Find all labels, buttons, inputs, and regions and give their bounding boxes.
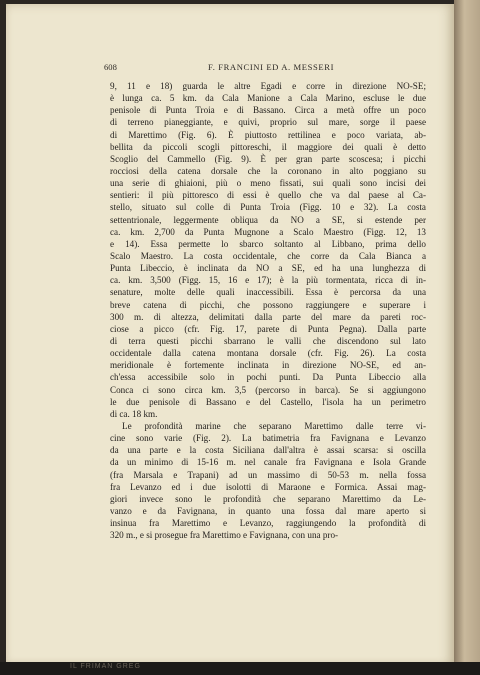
text-line: da una parte e la costa Siciliana dall'altra è assai scarsa: si oscilla (110, 445, 426, 456)
text-line: di terra questi picchi sbarrano le valli che discendono sul lato (110, 335, 426, 346)
page-header (104, 62, 420, 76)
text-line: meridionale è fortemente inclinata in direzione NO-SE, ed an- (110, 360, 426, 371)
text-line: Le profondità marine che separano Marettimo dalle terre vi- (122, 420, 426, 431)
text-line: 320 m., e si prosegue fra Marettimo e Favignana, con una pro- (110, 530, 339, 541)
text-line: ch'essa accessibile solo in pochi punti. Da Punta Libeccio alla (110, 372, 426, 383)
body-text (110, 80, 426, 541)
text-line: di ca. 18 km. (110, 408, 158, 419)
text-line: le due penisole di Bassano e del Castello, l'isola ha un perimetro (110, 396, 426, 407)
text-line: ciose a picco (cfr. Fig. 17, parete di Punta Pegna). Dalla parte (110, 323, 426, 334)
bottom-dark-strip (0, 662, 480, 675)
text-line: Conca ci sono circa km. 3,5 (percorso in barca). Se si aggiungono (110, 384, 426, 395)
text-line: 9, 11 e 18) guarda le altre Egadi e corre in direzione NO-SE; (110, 81, 426, 91)
running-title: F. FRANCINI ED A. MESSERI (208, 62, 335, 72)
text-line: una serie di ghiaioni, più o meno fissati, sui quali sono incisi dei (110, 178, 426, 189)
text-line: settentrionale, leggermente obliqua da NO a SE, si estende per (110, 214, 426, 225)
text-line: penisole di Punta Troia e di Bassano. Circa a metà offre un poco (110, 105, 426, 116)
text-line: (fra Marsala e Trapani) ad un massimo di 50-53 m. nella fossa (110, 469, 426, 480)
text-line: Scalo Maestro. La costa occidentale, che corre da Cala Bianca a (110, 250, 426, 261)
text-line: da un minimo di 15-16 m. nel canale fra Favignana e Isola Grande (110, 457, 426, 468)
text-line: ca. km. 3,500 (Figg. 15, 16 e 17); è la più tormentata, ricca di in- (110, 275, 426, 286)
text-line: ca. km. 2,700 da Punta Mugnone a Scalo Maestro (Figg. 12, 13 (110, 226, 426, 237)
text-line: stello, situato sul colle di Punta Troia (Figg. 10 e 32). La costa (110, 202, 426, 213)
text-line: Punta Libeccio, è inclinata da NO a SE, ed ha una lunghezza di (110, 263, 426, 274)
text-line: bellita da piccoli scogli pittoreschi, il maggiore dei quali è detto (110, 141, 426, 152)
page-number: 608 (104, 62, 117, 72)
text-line: cine sono varie (Fig. 2). La batimetria fra Favignana e Levanzo (110, 433, 426, 444)
text-line: 300 m. di altezza, delimitati dalla parte del mare da pareti roc- (110, 311, 426, 322)
text-line: Scoglio del Cammello (Fig. 9). È per gran parte scoscesa; i picchi (110, 153, 426, 164)
text-line: di Marettimo (Fig. 6). È piuttosto rettilinea e poco variata, ab- (110, 129, 426, 140)
text-line: vanzo e da Favignana, in quanto una fossa dal mare aperto si (110, 505, 426, 516)
text-line: senature, molte delle quali inaccessibili. Essa è percorsa da una (110, 287, 426, 298)
text-line: e 14). Essa permette lo sbarco soltanto al Libbano, prima dello (110, 238, 426, 249)
text-line: è lunga ca. 5 km. da Cala Manione a Cala Marino, escluse le due (110, 93, 426, 104)
text-line: sentieri: il più pittoresco di essi è quello che va dal paese al Ca- (110, 190, 426, 201)
text-line: giori invece sono le profondità che separano Marettimo da Le- (110, 493, 426, 504)
text-line: di terreno pianeggiante, e quivi, proprio sul mare, sorge il paese (110, 117, 426, 128)
text-line: occidentale dalla catena montana dorsale (cfr. Fig. 26). La costa (110, 348, 426, 359)
text-line: fra Levanzo ed i due isolotti di Maraone e Formica. Assai mag- (110, 481, 426, 492)
text-line: breve catena di picchi, che possono raggiungere e superare i (110, 299, 426, 310)
text-line: insinua fra Marettimo e Levanzo, raggiungendo la profondità di (110, 518, 426, 529)
adjacent-page-edge (454, 0, 480, 675)
text-line: rocciosi della catena dorsale che la coronano in alto poggiano su (110, 165, 426, 176)
footer-strip-text: IL FRIMAN GREG (70, 663, 141, 670)
